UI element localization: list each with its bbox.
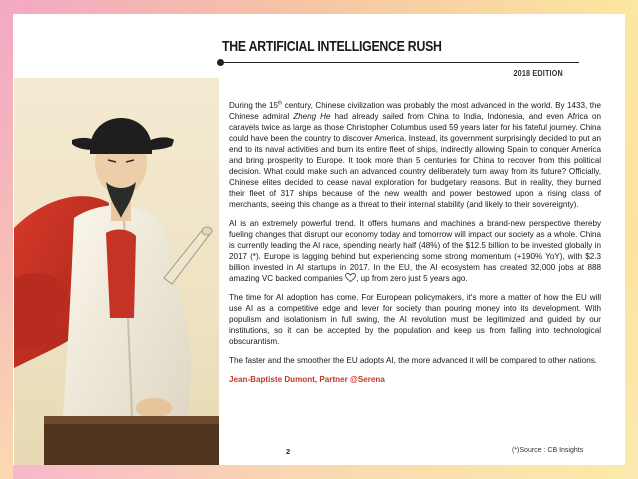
title-rule: [222, 62, 579, 63]
article-body: [229, 100, 601, 393]
page-title: THE ARTIFICIAL INTELLIGENCE RUSH: [222, 38, 442, 55]
paragraph-conclusion: The faster and the smoother the EU adopts AI, the more advanced it will be compared to other nations.: [229, 356, 598, 365]
source-footnote: (*)Source : CB Insights: [512, 447, 584, 454]
heart-outline-icon: [345, 273, 356, 282]
paragraph-history: During the 15th century, Chinese civilization was probably the most advanced in the world. By 1433, the Chinese admiral Zheng He had already sailed from China to India, Indonesia, and even Africa on caravels twice as large as those Christopher Columbus used 59 years later for his fateful journey. China could have been the country to discover America. Instead, its government surprisingly decided to put an end to its naval activities and burn its entire fleet of ships, indirectly allowing Spain to conquer America and bring prosperity to Europe. It took more than 5 centuries for China to recover from this political decision. What could make such an advanced country deliberately turn away from its future? Officially, Chinese elites decided to cease naval exploration for budgetary reasons. But in reality, they burned their fleet of 317 ships because of the new wealth and power bestowed upon a rising class of merchants, seeing this change as a threat to their internal stability (and likely to their sovereignty).: [229, 100, 602, 209]
frame-top-border: [0, 0, 638, 14]
page-number: 2: [286, 447, 291, 456]
frame-left-border: [0, 0, 13, 479]
admiral-illustration: [14, 78, 219, 465]
paragraph-ai-trend: AI is an extremely powerful trend. It offers humans and machines a brand-new perspective thereby fueling changes that disrupt our economy today and tomorrow will impact our society as a whole. China is currently leading the AI race, spending nearly half (48%) of the $12.5 billion to be invested globally in 2017 (*). Europe is lagging behind but experiencing some strong momentum (+190% YoY), with $2.3 billion invested in AI startups in 2017. In the EU, the AI ecosystem has created 32,000 jobs at 888 amazing VC backed companies , up from zero just 5 years ago.: [229, 219, 601, 283]
author-signature: Jean-Baptiste Dumont, Partner @Serena: [229, 375, 385, 384]
frame-bottom-border: [0, 465, 638, 479]
edition-label: 2018 EDITION: [513, 69, 563, 78]
frame-right-border: [625, 0, 638, 479]
paragraph-adoption: The time for AI adoption has come. For European policymakers, it's more a matter of how the EU will use AI as a competitive edge and lever for society than pouring money into its development. With populism and isolationism in full swing, the AI revolution must be legitimized and guided by our institutions, so it can be accepted by the population and keep us from falling into technological obscurantism.: [229, 293, 601, 346]
